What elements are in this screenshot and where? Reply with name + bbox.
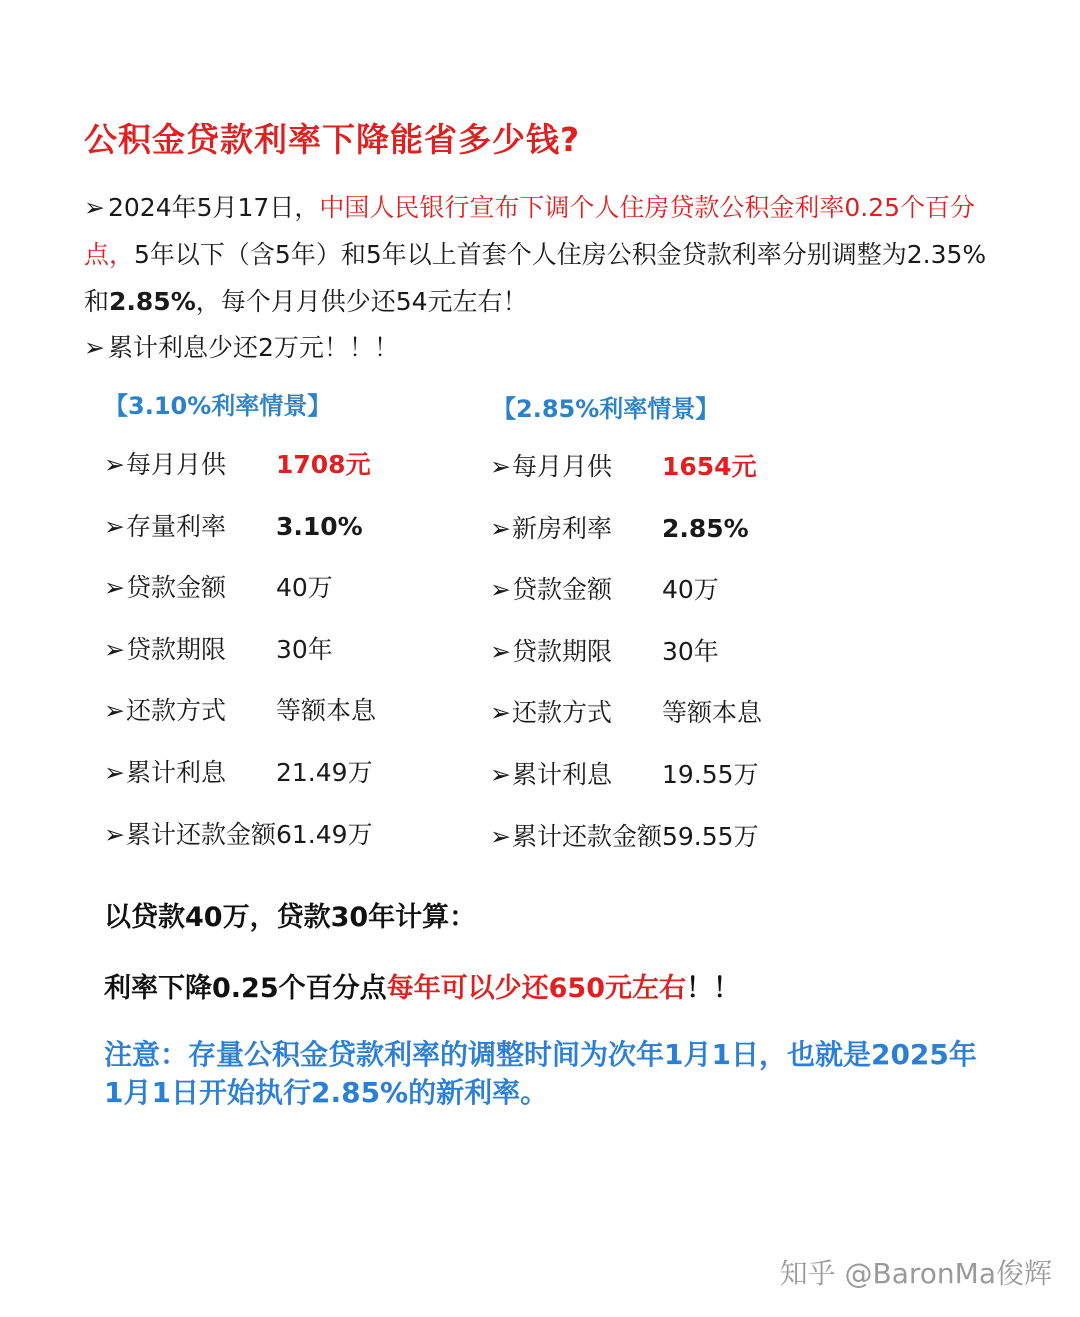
bullet-announcement (84, 184, 1004, 325)
row-arrow-icon: ➢ (490, 821, 511, 851)
summary-end-text: ！！ (686, 973, 740, 1004)
row-arrow-icon: ➢ (490, 698, 511, 728)
bullet-arrow-icon: ➢ (84, 193, 105, 222)
row-label (104, 502, 226, 552)
row-label (490, 812, 662, 862)
announcement-text-b: ，每个月月供少还54元左右！ (195, 287, 528, 316)
row-label-text: 新房利率 (512, 513, 613, 543)
row-label-text: 还款方式 (512, 698, 613, 728)
summary-red-text: 每年可以少还650元左右 (386, 973, 686, 1004)
bullet-interest-saving (84, 324, 1004, 371)
row-value: 19.55万 (662, 759, 759, 789)
row-label (104, 625, 226, 675)
interest-saving-text: 累计利息少还2万元！！！ (108, 333, 399, 362)
row-value: 40万 (276, 573, 333, 603)
row-label-text: 存量利率 (126, 511, 227, 541)
row-label (104, 810, 276, 860)
row-value: 21.49万 (276, 757, 373, 787)
row-arrow-icon: ➢ (104, 450, 125, 479)
row-arrow-icon: ➢ (490, 575, 511, 605)
row-label-text: 贷款期限 (512, 636, 613, 666)
bullet-arrow-icon: ➢ (84, 333, 105, 362)
row-arrow-icon: ➢ (490, 636, 511, 666)
row-label (104, 748, 226, 798)
row-arrow-icon: ➢ (104, 757, 125, 787)
row-label (490, 504, 612, 554)
row-arrow-icon: ➢ (104, 573, 125, 603)
summary-line-1: 以贷款40万，贷款30年计算： (104, 902, 477, 933)
page-title: 公积金贷款利率下降能省多少钱? (84, 120, 581, 159)
row-value: 40万 (662, 575, 719, 605)
row-label (104, 440, 226, 490)
row-arrow-icon: ➢ (104, 634, 125, 664)
row-label (104, 686, 226, 736)
row-value: 61.49万 (276, 819, 373, 849)
summary-line-2 (104, 966, 740, 1005)
row-label-text: 累计利息 (512, 759, 613, 789)
row-label (490, 627, 612, 677)
row-value: 59.55万 (662, 821, 759, 851)
row-label-text: 贷款金额 (512, 575, 613, 605)
row-arrow-icon: ➢ (104, 696, 125, 726)
row-label-text: 贷款期限 (126, 634, 227, 664)
row-arrow-icon: ➢ (490, 452, 511, 481)
announcement-date: 2024年5月17日， (108, 193, 320, 222)
row-label (490, 688, 612, 738)
scenario-title-310: 【3.10%利率情景】 (104, 392, 332, 420)
announcement-rate: 2.85% (109, 287, 196, 316)
row-arrow-icon: ➢ (104, 511, 125, 541)
row-label-text: 累计利息 (126, 757, 227, 787)
announcement-text-a: 5年以下（含5年）和5年以上首套个人住房公积金贷款利率分别调整为2.35%和 (84, 240, 987, 316)
row-value: 3.10% (276, 511, 363, 541)
row-arrow-icon: ➢ (490, 513, 511, 543)
row-arrow-icon: ➢ (490, 759, 511, 789)
row-value: 1654元 (662, 452, 757, 481)
announcement-highlight: 中国人民银行宣布下调个人住房贷款公积金利率0.25个百分点， (84, 193, 976, 269)
row-value: 等额本息 (662, 698, 763, 728)
row-arrow-icon: ➢ (104, 819, 125, 849)
row-label-text: 每月月供 (512, 452, 613, 481)
row-label-text: 每月月供 (126, 450, 227, 479)
row-label-text: 还款方式 (126, 696, 227, 726)
note-text: 注意：存量公积金贷款利率的调整时间为次年1月1日，也就是2025年1月1日开始执行2.85%的新利率。 (104, 1038, 977, 1109)
summary-black-text: 利率下降0.25个百分点 (104, 973, 387, 1004)
row-label-text: 累计还款金额 (512, 821, 663, 851)
watermark: 知乎 @BaronMa俊辉 (779, 1257, 1052, 1290)
row-label-text: 累计还款金额 (126, 819, 277, 849)
row-label (104, 563, 226, 613)
row-value: 1708元 (276, 450, 371, 479)
row-value: 2.85% (662, 513, 749, 543)
row-value: 30年 (276, 634, 333, 664)
row-label-text: 贷款金额 (126, 573, 227, 603)
row-value: 30年 (662, 636, 719, 666)
row-label (490, 565, 612, 615)
scenario-title-285: 【2.85%利率情景】 (492, 395, 720, 423)
row-value: 等额本息 (276, 696, 377, 726)
row-label (490, 750, 612, 800)
row-label (490, 442, 612, 492)
